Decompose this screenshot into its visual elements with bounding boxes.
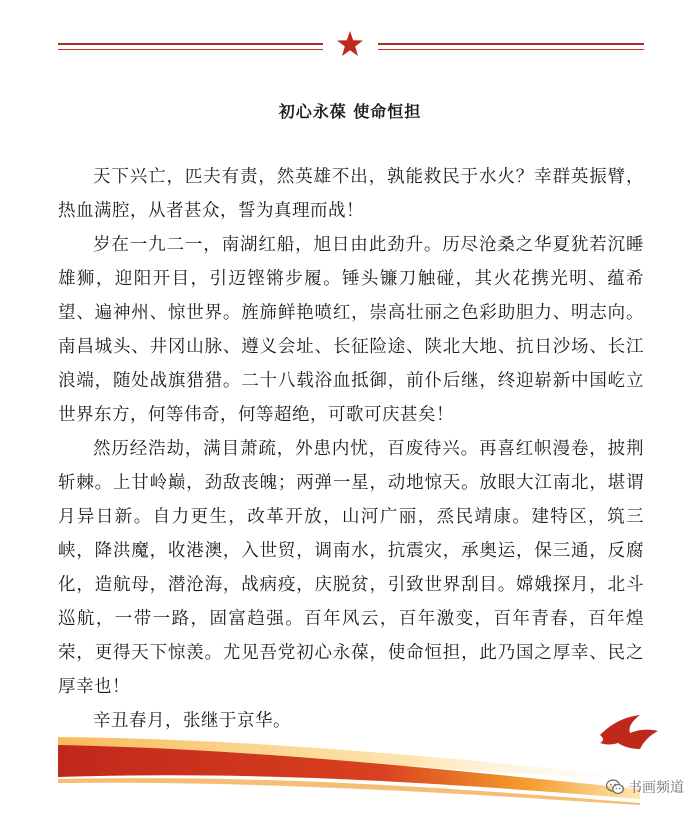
wechat-icon [606,779,624,795]
header-rule-left-thin [58,49,323,50]
page-title: 初心永葆 使命恒担 [278,102,422,121]
footer-banner [0,715,700,813]
paragraph: 天下兴亡，匹夫有责，然英雄不出，孰能救民于水火？幸群英振臂，热血满腔，从者甚众，誓为真理而战！ [58,167,644,221]
red-star-icon [336,30,364,58]
dove-icon [600,715,658,749]
signature: 辛丑春月，张继于京华。 [93,711,291,731]
paragraph: 然历经浩劫，满目萧疏，外患内忧，百废待兴。再喜红帜漫卷，披荆斩棘。上甘岭巅，劲敌丧魄；两弹一星，动地惊天。放眼大江南北，堪谓月异日新。自力更生，改革开放，山河广丽，烝民靖康。建特区，筑三峡，降洪魔，收港澳，入世贸，调南水，抗震灾，承奥运，保三通，反腐化，造航母，潜沧海，战病疫，庆脱贫，引致世界刮目。嫦娥探月，北斗巡航，一带一路，固富趋强。百年风云，百年激变，百年青春，百年煌荣，更得天下惊羡。尤见吾党初心永葆，使命恒担，此乃国之厚幸、民之厚幸也！ [58,439,644,697]
header-rule-left [58,43,323,45]
watermark-label: 书画频道 [628,780,684,796]
header-rule-right [378,43,644,45]
header-ornament [0,30,700,60]
paragraph: 岁在一九二一，南湖红船，旭日由此劲升。历尽沧桑之华夏犹若沉睡雄狮，迎阳开目，引迈铿锵步履。锤头镰刀触碰，其火花携光明、蕴希望、遍神州、惊世界。旌旆鲜艳喷红，崇高壮丽之色彩助胆力、明志向。南昌城头、井冈山脉、遵义会址、长征险途、陕北大地、抗日沙场、长江浪端，随处战旗猎猎。二十八载浴血抵御，前仆后继，终迎崭新中国屹立世界东方，何等伟奇，何等超绝，可歌可庆甚矣！ [58,235,644,425]
article-body [58,160,644,738]
header-rule-right-thin [378,49,644,50]
watermark [606,777,684,797]
